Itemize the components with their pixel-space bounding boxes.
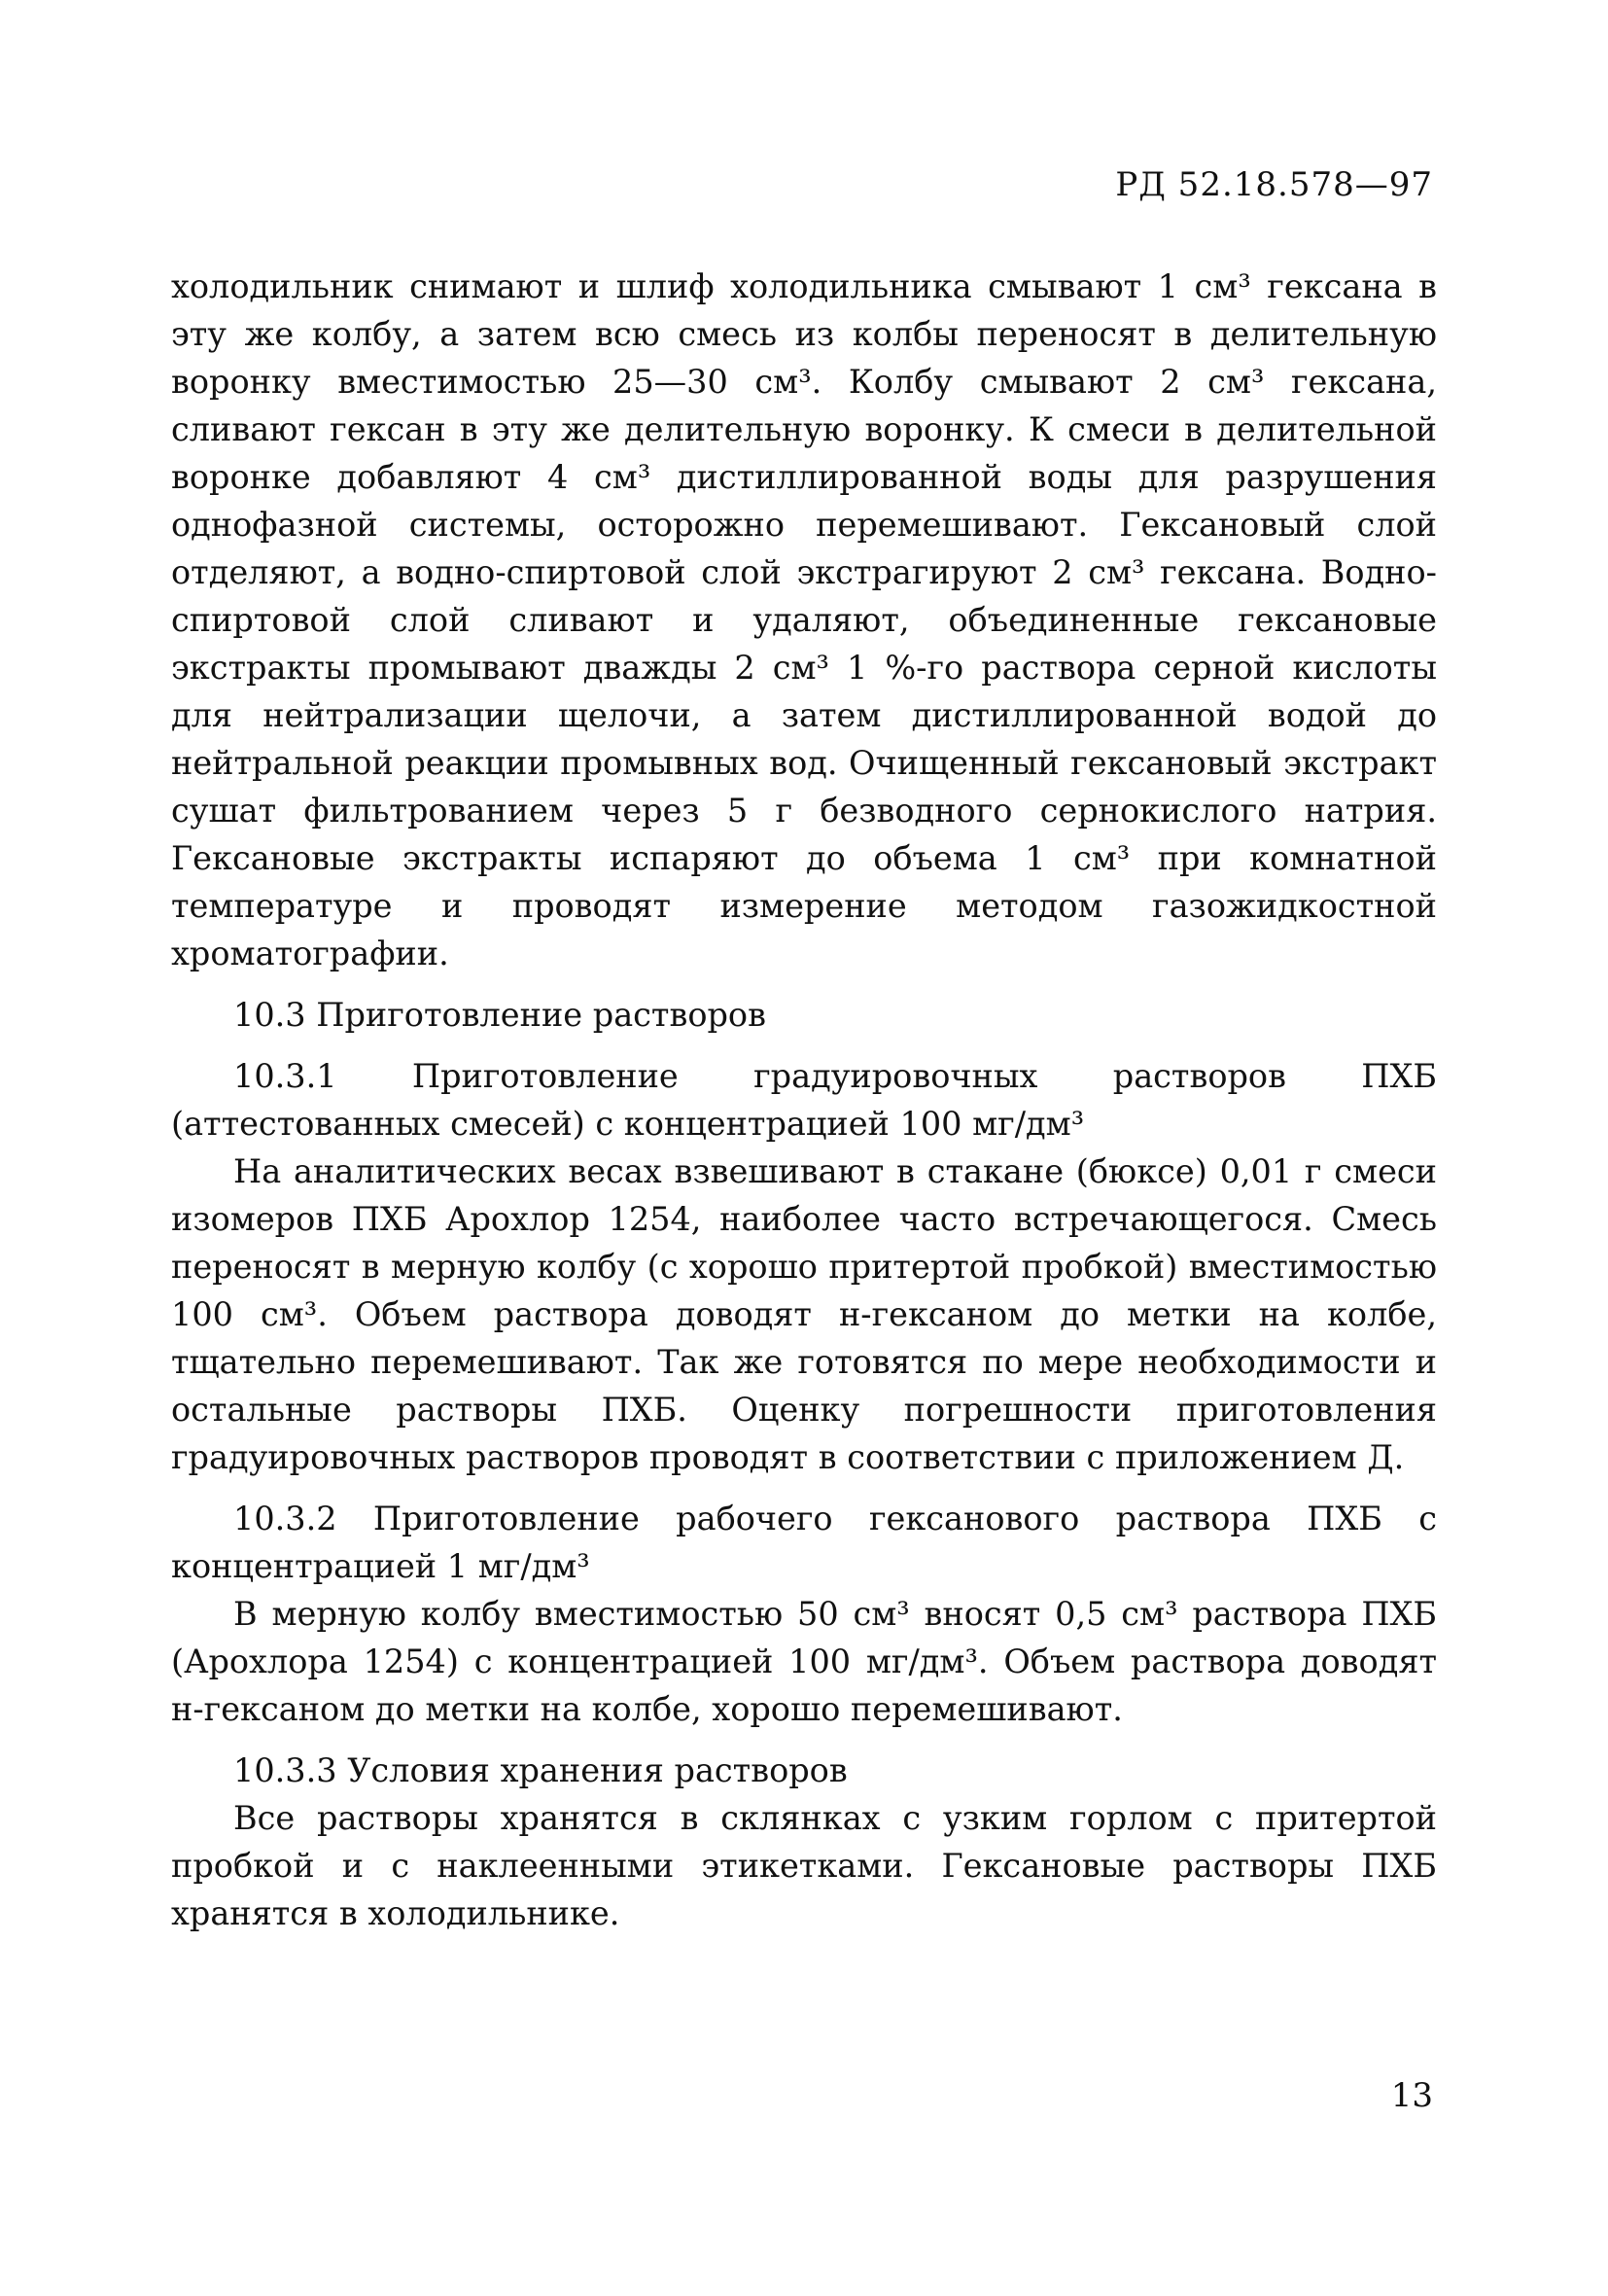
paragraph-10-3-1: На аналитических весах взвешивают в стакане (бюксе) 0,01 г смеси изомеров ПХБ Арохлор 1254, наиболее часто встречающегося. Смесь переносят в мерную колбу (с хорошо притертой пробкой) вместимостью 100 см³. Объем раствора доводят н-гексаном до метки на колбе, тщательно перемешивают. Так же готовятся по мере необходимости и остальные растворы ПХБ. Оценку погрешности приготовления градуировочных растворов проводят в соответствии с приложением Д. (171, 1152, 1437, 1476)
page-body (171, 263, 1437, 1937)
document-code: РД 52.18.578—97 (1115, 165, 1433, 204)
section-heading-10-3-1: 10.3.1 Приготовление градуировочных растворов ПХБ (аттестованных смесей) с концентрацией 100 мг/дм³ (171, 1057, 1437, 1143)
paragraph-10-3-2: В мерную колбу вместимостью 50 см³ вносят 0,5 см³ раствора ПХБ (Арохлора 1254) с концентрацией 100 мг/дм³. Объем раствора доводят н-гексаном до метки на колбе, хорошо перемешивают. (171, 1595, 1437, 1728)
section-heading-10-3: 10.3 Приготовление растворов (233, 996, 766, 1034)
section-heading-10-3-3: 10.3.3 Условия хранения растворов (233, 1751, 848, 1789)
section-heading-10-3-2: 10.3.2 Приготовление рабочего гексанового раствора ПХБ с концентрацией 1 мг/дм³ (171, 1500, 1437, 1585)
page-number: 13 (1390, 2076, 1433, 2115)
paragraph-continuation: холодильник снимают и шлиф холодильника смывают 1 см³ гексана в эту же колбу, а затем всю смесь из колбы переносят в делительную воронку вместимостью 25—30 см³. Колбу смывают 2 см³ гексана, сливают гексан в эту же делительную воронку. К смеси в делительной воронке добавляют 4 см³ дистиллированной воды для разрушения однофазной системы, осторожно перемешивают. Гексановый слой отделяют, а водно-спиртовой слой экстрагируют 2 см³ гексана. Водно-спиртовой слой сливают и удаляют, объединенные гексановые экстракты промывают дважды 2 см³ 1 %-го раствора серной кислоты для нейтрализации щелочи, а затем дистиллированной водой до нейтральной реакции промывных вод. Очищенный гексановый экстракт сушат фильтрованием через 5 г безводного сернокислого натрия. Гексановые экстракты испаряют до объема 1 см³ при комнатной температуре и проводят измерение методом газожидкостной хроматографии. (171, 267, 1437, 972)
paragraph-10-3-3: Все растворы хранятся в склянках с узким горлом с притертой пробкой и с наклеенными этикетками. Гексановые растворы ПХБ хранятся в холодильнике. (171, 1799, 1437, 1932)
